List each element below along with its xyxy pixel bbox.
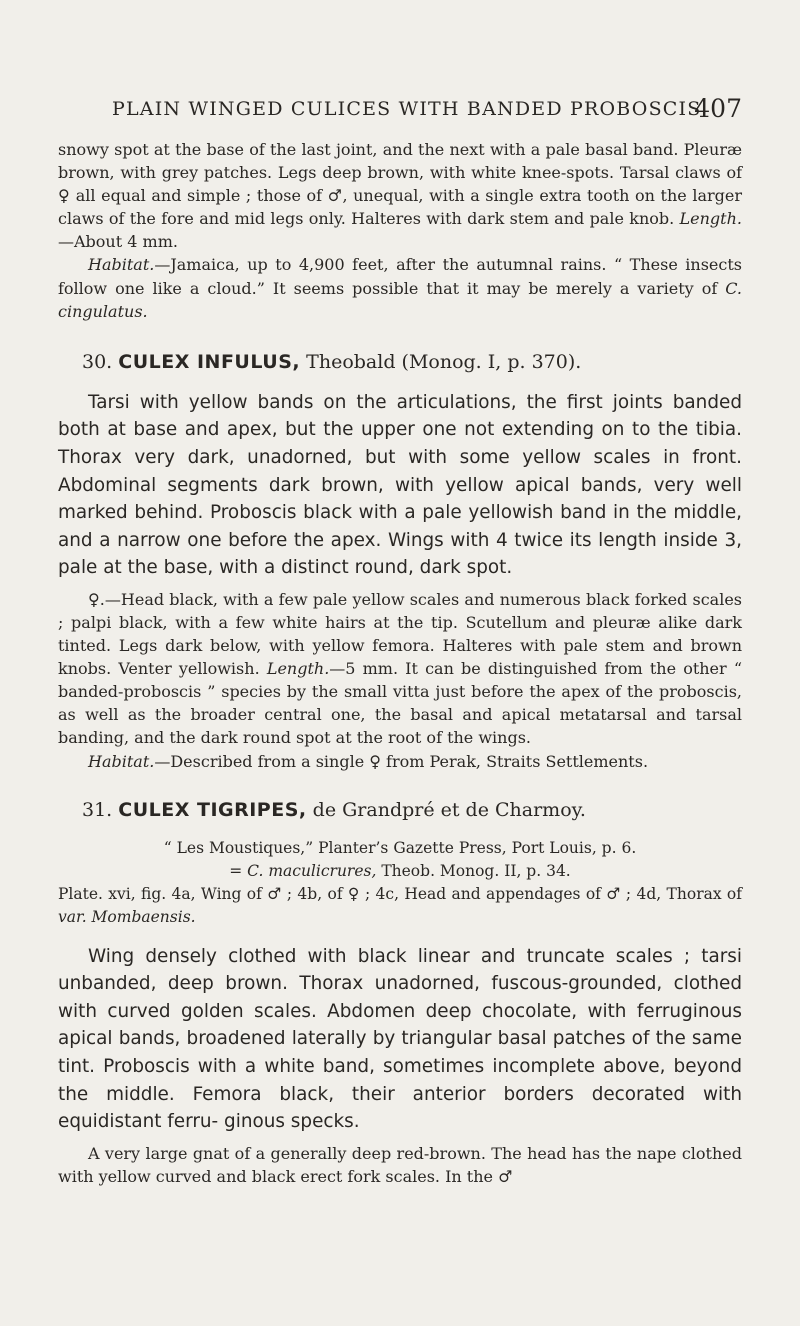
text-run: snowy spot at the base of the last joint, and the next with a pale basal band. Pleuræ brown, with grey patches. Legs deep brown, with white knee-spots. Tarsal claws of ♀ all equal and simple ; those of ♂, unequal, with a single extra tooth on the larger claws of the fore and mid legs only. Halteres with dark stem and pale knob. (58, 140, 742, 229)
variety-name: var. Mombaensis. (58, 907, 196, 926)
paragraph-continuation (58, 138, 742, 253)
text-run: —Described from a single ♀ from Perak, Straits Settlements. (154, 751, 649, 771)
habitat-30 (58, 750, 742, 773)
text-run: = (229, 861, 248, 880)
species-author: Theobald (Monog. I, p. 370). (306, 350, 582, 373)
species-heading-30 (82, 349, 742, 375)
species-description-31: Wing densely clothed with black linear and truncate scales ; tarsi unbanded, deep brown. Thorax unadorned, fuscous-grounded, clothed with curved golden scales. Abdomen deep chocolate, with ferruginous apical bands, broadened laterally by triangular basal patches of the same tint. Proboscis with a white band, sometimes incomplete above, beyond the middle. Femora black, their anterior borders decorated with equidistant ferru- ginous specks. (58, 945, 742, 1133)
habitat-label: Habitat. (88, 255, 155, 275)
references-31 (58, 837, 742, 929)
reference-1: “ Les Moustiques,” Planter’s Gazette Press, Port Louis, p. 6. (163, 838, 637, 857)
text-run: —About 4 mm. (58, 232, 178, 252)
length-label: Length. (679, 209, 742, 229)
text-run: —Jamaica, up to 4,900 feet, after the autumnal rains. “ These insects follow one like a cloud.” It seems possible that it may be merely a variety of (58, 255, 742, 298)
body-text (58, 138, 742, 1188)
species-name: C. cingulatus. (58, 278, 742, 321)
running-head (112, 94, 742, 126)
species-author: de Grandpré et de Charmoy. (312, 798, 586, 821)
species-title: CULEX TIGRIPES, (118, 798, 307, 821)
species-name: C. maculicrures, (247, 861, 377, 880)
running-head-title: PLAIN WINGED CULICES WITH BANDED PROBOSCIS (112, 98, 702, 120)
plate-reference (58, 883, 742, 929)
species-number: 31. (82, 798, 113, 821)
text-run: Plate. xvi, fig. 4a, Wing of ♂ ; 4b, of ♀ ; 4c, Head and appendages of ♂ ; 4d, Thorax of (58, 884, 742, 903)
text-run: Theob. Monog. II, p. 34. (376, 861, 571, 880)
habitat-label: Habitat. (88, 751, 155, 771)
species-heading-31 (82, 797, 742, 823)
species-number: 30. (82, 350, 113, 373)
paragraph-final: A very large gnat of a generally deep red-brown. The head has the nape clothed with yellow curved and black erect fork scales. In the ♂ (58, 1143, 742, 1186)
page-number: 407 (694, 94, 742, 123)
reference-2 (58, 860, 742, 883)
female-description-30 (58, 588, 742, 750)
species-title: CULEX INFULUS, (118, 350, 301, 373)
length-label: Length. (266, 659, 330, 679)
paragraph-habitat (58, 253, 742, 322)
text-run: —5 mm. It can be distinguished from the other “ banded-proboscis ” species by the small vitta just before the apex of the proboscis, as well as the broader central one, the basal and apical metatarsal and tarsal banding, and the dark round spot at the root of the wings. (58, 659, 743, 748)
species-description-30: Tarsi with yellow bands on the articulations, the first joints banded both at base and apex, but the upper one not extending on to the tibia. Thorax very dark, unadorned, but with some yellow scales in front. Abdominal segments dark brown, with yellow apical bands, very well marked behind. Proboscis black with a pale yellowish band in the middle, and a narrow one before the apex. Wings with 4 twice its length inside 3, pale at the base, with a distinct round, dark spot. (58, 391, 742, 579)
text-run: ♀.—Head black, with a few pale yellow scales and numerous black forked scales ; palpi black, with a few white hairs at the tip. Scutellum and pleuræ alike dark tinted. Legs dark below, with yellow femora. Halteres with pale stem and brown knobs. Venter yellowish. (58, 589, 742, 679)
